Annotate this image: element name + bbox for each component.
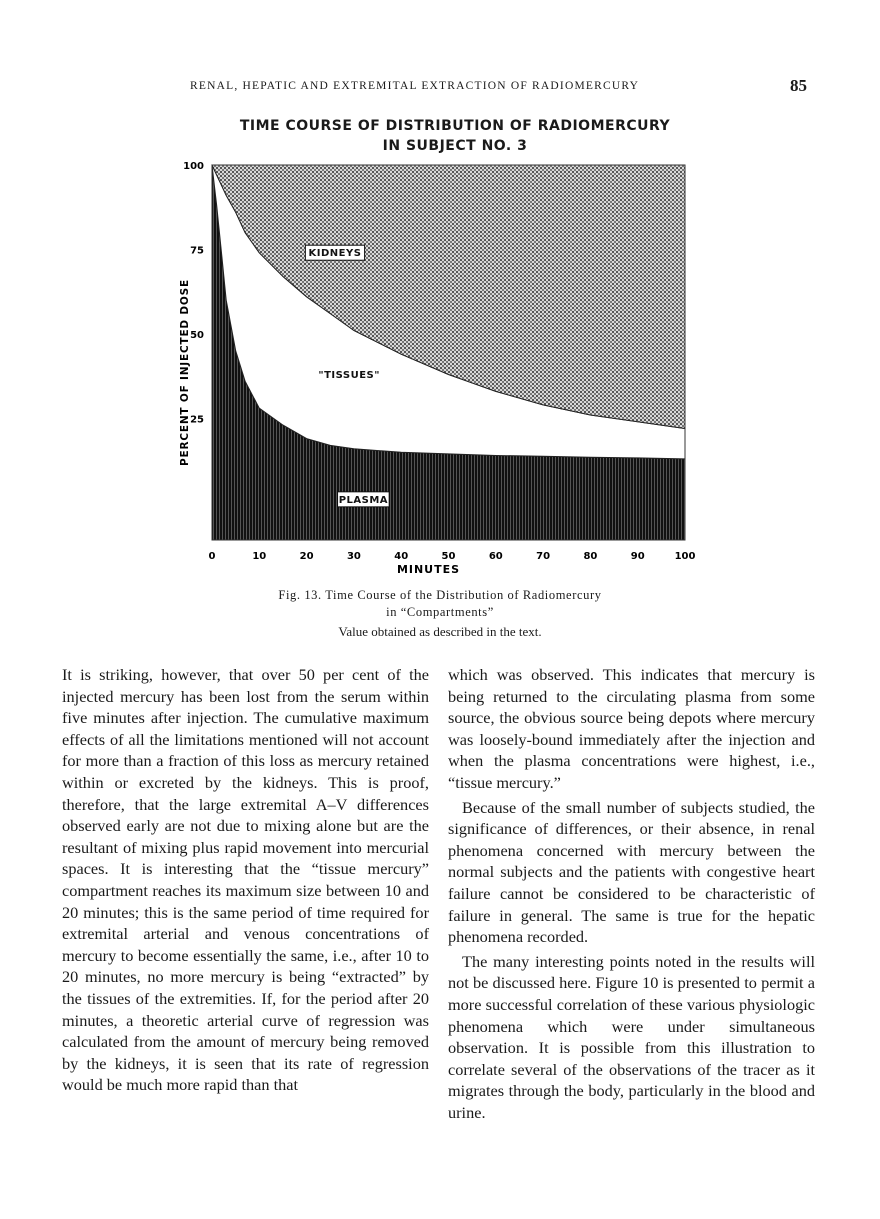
running-head: RENAL, HEPATIC AND EXTREMITAL EXTRACTION OF RADIOMERCURY (190, 80, 640, 92)
y-axis-label: PERCENT OF INJECTED DOSE (179, 279, 191, 466)
plasma-label: PLASMA (338, 494, 389, 506)
tissues-label: "TISSUES" (318, 369, 380, 381)
x-tick-label: 20 (299, 551, 314, 562)
page-number: 85 (790, 76, 807, 95)
y-tick-label: 50 (190, 329, 204, 341)
chart-title-line-1: TIME COURSE OF DISTRIBUTION OF RADIOMERCURY (239, 118, 671, 134)
x-tick-label: 30 (346, 551, 361, 562)
body-paragraph: The many interesting points noted in the results will not be discussed here. Figure 10 is presented to permit a more successful correlation of these various physiologic phenomena which were under simultaneous observation. It is possible from this illustration to correlate several of the observations of the tracer as it migrates through the body, particularly in the blood and urine. (448, 951, 815, 1122)
body-right-column (448, 664, 815, 1123)
body-left-column (62, 664, 429, 1096)
body-paragraph: Because of the small number of subjects studied, the significance of differences, or their absence, in renal phenomena concerned with mercury between the normal subjects and the patients with congestive heart failure cannot be considered to be characteristic of failure in general. The same is true for the hepatic phenomena recorded. (448, 797, 815, 947)
figure-caption-line-1: Fig. 13. Time Course of the Distribution of Radiomercury (278, 588, 602, 602)
x-tick-label: 0 (208, 551, 216, 562)
chart-title (0, 116, 880, 156)
body-paragraph: which was observed. This indicates that mercury is being returned to the circulating plasma from some source, the obvious source being depots where mercury was loosely-bound immediately after the injection and when the plasma concentrations were highest, i.e., “tissue mercury.” (448, 665, 815, 792)
y-tick-label: 75 (190, 245, 204, 257)
x-tick-label: 50 (441, 551, 456, 562)
x-tick-label: 40 (394, 551, 409, 562)
x-tick-label: 70 (536, 551, 551, 562)
figure-caption-line-2: in “Compartments” (386, 605, 494, 619)
x-tick-label: 100 (674, 551, 696, 562)
x-tick-label: 90 (630, 551, 645, 562)
distribution-chart (160, 155, 705, 585)
y-tick-label: 100 (183, 161, 204, 172)
x-tick-label: 80 (583, 551, 598, 562)
x-tick-label: 10 (252, 551, 267, 562)
y-tick-label: 25 (190, 414, 204, 426)
x-axis-label: MINUTES (396, 563, 461, 576)
figure-caption-note: Value obtained as described in the text. (338, 624, 542, 639)
chart-title-line-2: IN SUBJECT NO. 3 (382, 138, 528, 154)
kidneys-label: KIDNEYS (308, 248, 362, 260)
x-tick-label: 60 (488, 551, 503, 562)
body-paragraph: It is striking, however, that over 50 per cent of the injected mercury has been lost from the serum within five minutes after injection. The cumulative maximum effects of all the limitations mentioned will not account for more than a fraction of this loss as mercury retained within or excreted by the kidneys. This is proof, therefore, that the large extremital A–V differences observed early are not due to mixing alone but are the resultant of mixing plus rapid movement into mercurial spaces. It is interesting that the “tissue mercury” compartment reaches its maximum size between 10 and 20 minutes; this is the same period of time required for extremital arterial and venous concentrations of mercury to become essentially the same, i.e., after 10 to 20 minutes, no more mercury is being “extracted” by the tissues of the extremities. If, for the period after 20 minutes, a theoretic arterial curve of regression was calculated from the amount of mercury being removed by the kidneys, it is seen that its rate of regression would be much more rapid than that (62, 665, 429, 1095)
